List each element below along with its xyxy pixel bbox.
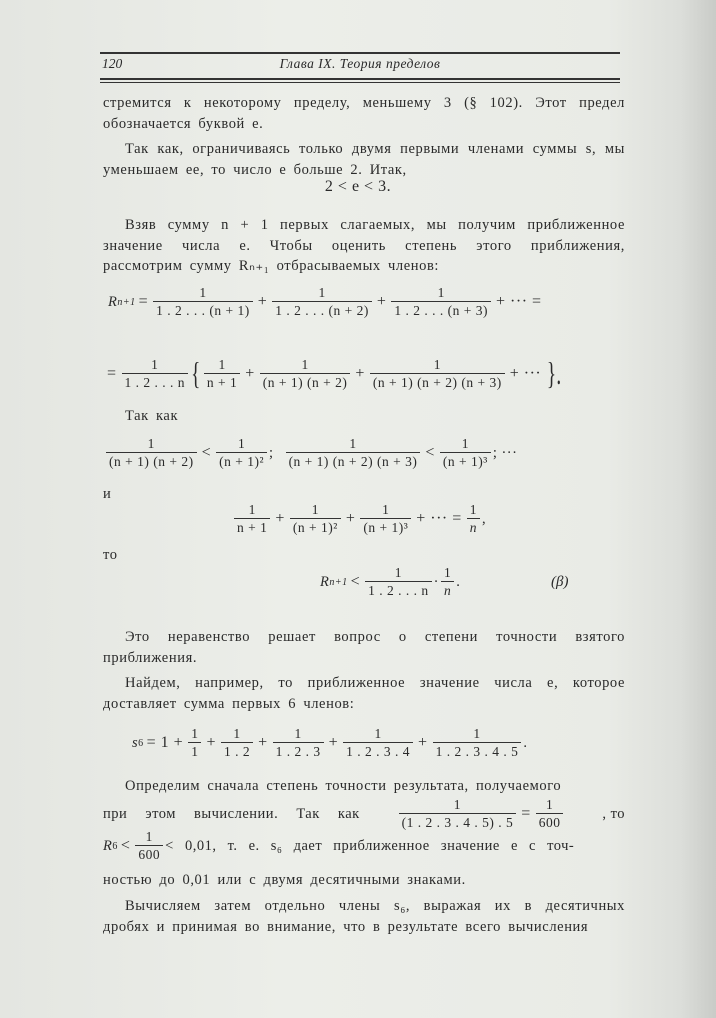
numerator: 1 [433, 356, 441, 372]
numerator: 1 [248, 502, 256, 517]
numerator: 1 [318, 285, 326, 300]
denominator: 600 [536, 813, 564, 831]
plus: + [257, 293, 268, 310]
plus: + [355, 364, 365, 382]
numerator: 1 [147, 436, 155, 451]
word-then: то [103, 547, 118, 563]
fraction [343, 726, 413, 760]
fraction [153, 285, 253, 319]
word-and: и [103, 486, 112, 502]
eq-lhs: R [108, 293, 118, 310]
numerator: 1 [394, 565, 403, 580]
ellipsis: + ··· [509, 364, 542, 382]
equation-s6 [132, 726, 527, 760]
eq-lhs-sub: 6 [138, 737, 144, 749]
less-than: < [201, 444, 212, 461]
fraction [135, 829, 163, 863]
less-than: < [425, 444, 435, 461]
numerator: 1 [545, 797, 554, 812]
eq-lhs-sub: n+1 [329, 576, 348, 588]
equation-remainder-2 [104, 355, 565, 392]
denominator: n + 1 [204, 373, 240, 391]
ellipsis: + ··· = [416, 510, 462, 527]
numerator: 1 [151, 356, 159, 372]
less-than: < [120, 837, 131, 854]
paragraph-1: стремится к некоторому пределу, меньшему 3 (§ 102). Этот предел обозначается буквой e. [103, 95, 625, 132]
left-brace: { [191, 355, 201, 391]
numerator: 1 [453, 797, 462, 812]
paragraph-6-line-1: Определим сначала степень точности результата, получаемого [125, 778, 562, 794]
fraction [370, 357, 505, 391]
plus: + [275, 510, 285, 527]
plus: + [376, 293, 387, 310]
fraction [467, 502, 480, 536]
plus: + [206, 734, 216, 751]
plus: + [418, 734, 428, 751]
numerator: 1 [437, 285, 445, 300]
fraction [441, 565, 454, 599]
numerator: 1 [311, 502, 319, 517]
eq-sign: = 1 + [146, 734, 184, 751]
paragraph-5: Найдем, например, то приближенное значение числа e, которое доставляет сумма первых 6 членов: [103, 675, 625, 712]
fraction-group [397, 797, 566, 831]
numerator: 1 [473, 726, 481, 741]
denominator: 1 . 2 [221, 742, 253, 760]
denominator: 1 . 2 . . . (n + 3) [391, 301, 491, 319]
numerator: 1 [191, 726, 199, 741]
fraction [204, 357, 240, 391]
denominator: 1 . 2 . 3 . 4 . 5 [433, 742, 522, 760]
numerator: 1 [294, 726, 302, 741]
paragraph-6-line-3 [103, 829, 574, 863]
fraction [433, 726, 522, 760]
denominator: 1 . 2 . . . n [365, 581, 432, 599]
eq-lhs-sub: n+1 [117, 296, 136, 308]
denominator: (n + 1)³ [440, 452, 491, 470]
denominator: 1 [188, 742, 201, 760]
fraction [272, 285, 372, 319]
comma: , [482, 510, 487, 527]
dot: · [433, 573, 439, 590]
fraction [290, 502, 341, 536]
period: . [456, 573, 461, 590]
paragraph-6-line-2 [103, 797, 625, 831]
geometric-series [232, 502, 486, 536]
numerator: 1 [349, 436, 357, 451]
denominator: (n + 1)² [290, 518, 341, 536]
numerator: 1 [233, 726, 241, 741]
paragraph-7: Вычисляем затем отдельно члены s₆, выражая их в десятичных дробях и принимая во внимание, что в результате всего вычисления [103, 898, 625, 935]
eq-sign: = [521, 805, 531, 822]
denominator: (n + 1) (n + 2) [260, 373, 351, 391]
denominator: (n + 1) (n + 2) (n + 3) [370, 373, 505, 391]
plus: + [345, 510, 356, 527]
numerator: 1 [237, 436, 246, 451]
fraction [234, 502, 270, 536]
fraction [399, 797, 517, 831]
separator: ; [269, 444, 274, 461]
equation-remainder-1 [108, 285, 545, 319]
equation-label: (β) [551, 574, 569, 590]
denominator: 1 . 2 . 3 [273, 742, 324, 760]
denominator: (n + 1)³ [360, 518, 411, 536]
paragraph-6-line-4: ностью до 0,01 или с двумя десятичными знаками. [103, 872, 466, 888]
fraction [122, 357, 189, 391]
denominator: 1 . 2 . . . (n + 1) [153, 301, 253, 319]
eq-lhs: s [132, 734, 139, 751]
formula-bounds: 2 < e < 3. [324, 178, 392, 195]
numerator: 1 [382, 502, 390, 517]
tak-kak: Так как [125, 408, 179, 424]
eq-lhs-sub: 6 [112, 840, 118, 852]
eq-lhs: R [103, 837, 113, 854]
eq-lhs: R [320, 573, 330, 590]
period: . [523, 734, 528, 751]
right-brace: }. [547, 355, 562, 391]
text: < 0,01, т. е. s₆ дает приближенное значение e с точ- [165, 837, 575, 854]
chapter-title: Глава IX. Теория пределов [279, 56, 441, 71]
numerator: 1 [145, 829, 153, 844]
inequalities [104, 436, 517, 470]
numerator: 1 [374, 726, 382, 741]
header-top-rule [100, 52, 620, 54]
numerator: 1 [461, 436, 469, 451]
fraction [360, 502, 411, 536]
denominator: n [467, 518, 480, 536]
numerator: 1 [218, 356, 226, 372]
remainder-bound [320, 565, 460, 599]
denominator: n [441, 581, 454, 599]
numerator: 1 [469, 502, 478, 517]
less-than: < [350, 573, 361, 590]
text: , то [602, 805, 625, 822]
denominator: 1 . 2 . 3 . 4 [343, 742, 413, 760]
ellipsis: + ··· = [496, 293, 542, 310]
denominator: n + 1 [234, 518, 270, 536]
denominator: (1 . 2 . 3 . 4 . 5) . 5 [399, 813, 517, 831]
fraction [286, 436, 421, 470]
ellipsis: ; ··· [492, 444, 518, 461]
fraction [260, 357, 351, 391]
fraction [188, 726, 201, 760]
denominator: 600 [135, 845, 163, 863]
plus: + [328, 734, 339, 751]
eq-sign: = [138, 293, 149, 310]
denominator: (n + 1)² [216, 452, 267, 470]
fraction [273, 726, 324, 760]
plus: + [245, 364, 255, 382]
fraction [391, 285, 491, 319]
page-number: 120 [102, 56, 123, 71]
paragraph-3: Взяв сумму n + 1 первых слагаемых, мы получим приближенное значение числа e. Чтобы оценить степень этого приближения, рассмотрим сумму Rₙ₊₁ отбрасываемых членов: [103, 217, 625, 274]
header-bottom-rule-2 [100, 82, 620, 83]
numerator: 1 [443, 565, 452, 580]
denominator: 1 . 2 . . . n [122, 373, 189, 391]
denominator: 1 . 2 . . . (n + 2) [272, 301, 372, 319]
paragraph-4: Это неравенство решает вопрос о степени точности взятого приближения. [103, 629, 625, 666]
fraction [106, 436, 197, 470]
numerator: 1 [199, 285, 207, 300]
text: при этом вычислении. Так как [103, 805, 360, 822]
fraction [221, 726, 253, 760]
denominator: (n + 1) (n + 2) (n + 3) [286, 452, 421, 470]
plus: + [258, 734, 268, 751]
denominator: (n + 1) (n + 2) [106, 452, 197, 470]
fraction [365, 565, 432, 599]
header-bottom-rule [100, 78, 620, 80]
paragraph-2: Так как, ограничиваясь только двумя первыми членами суммы s, мы уменьшаем ее, то число e больше 2. Итак, [103, 141, 625, 178]
eq-sign: = [107, 364, 117, 382]
fraction [536, 797, 564, 831]
numerator: 1 [301, 356, 309, 372]
fraction [216, 436, 267, 470]
fraction [440, 436, 491, 470]
